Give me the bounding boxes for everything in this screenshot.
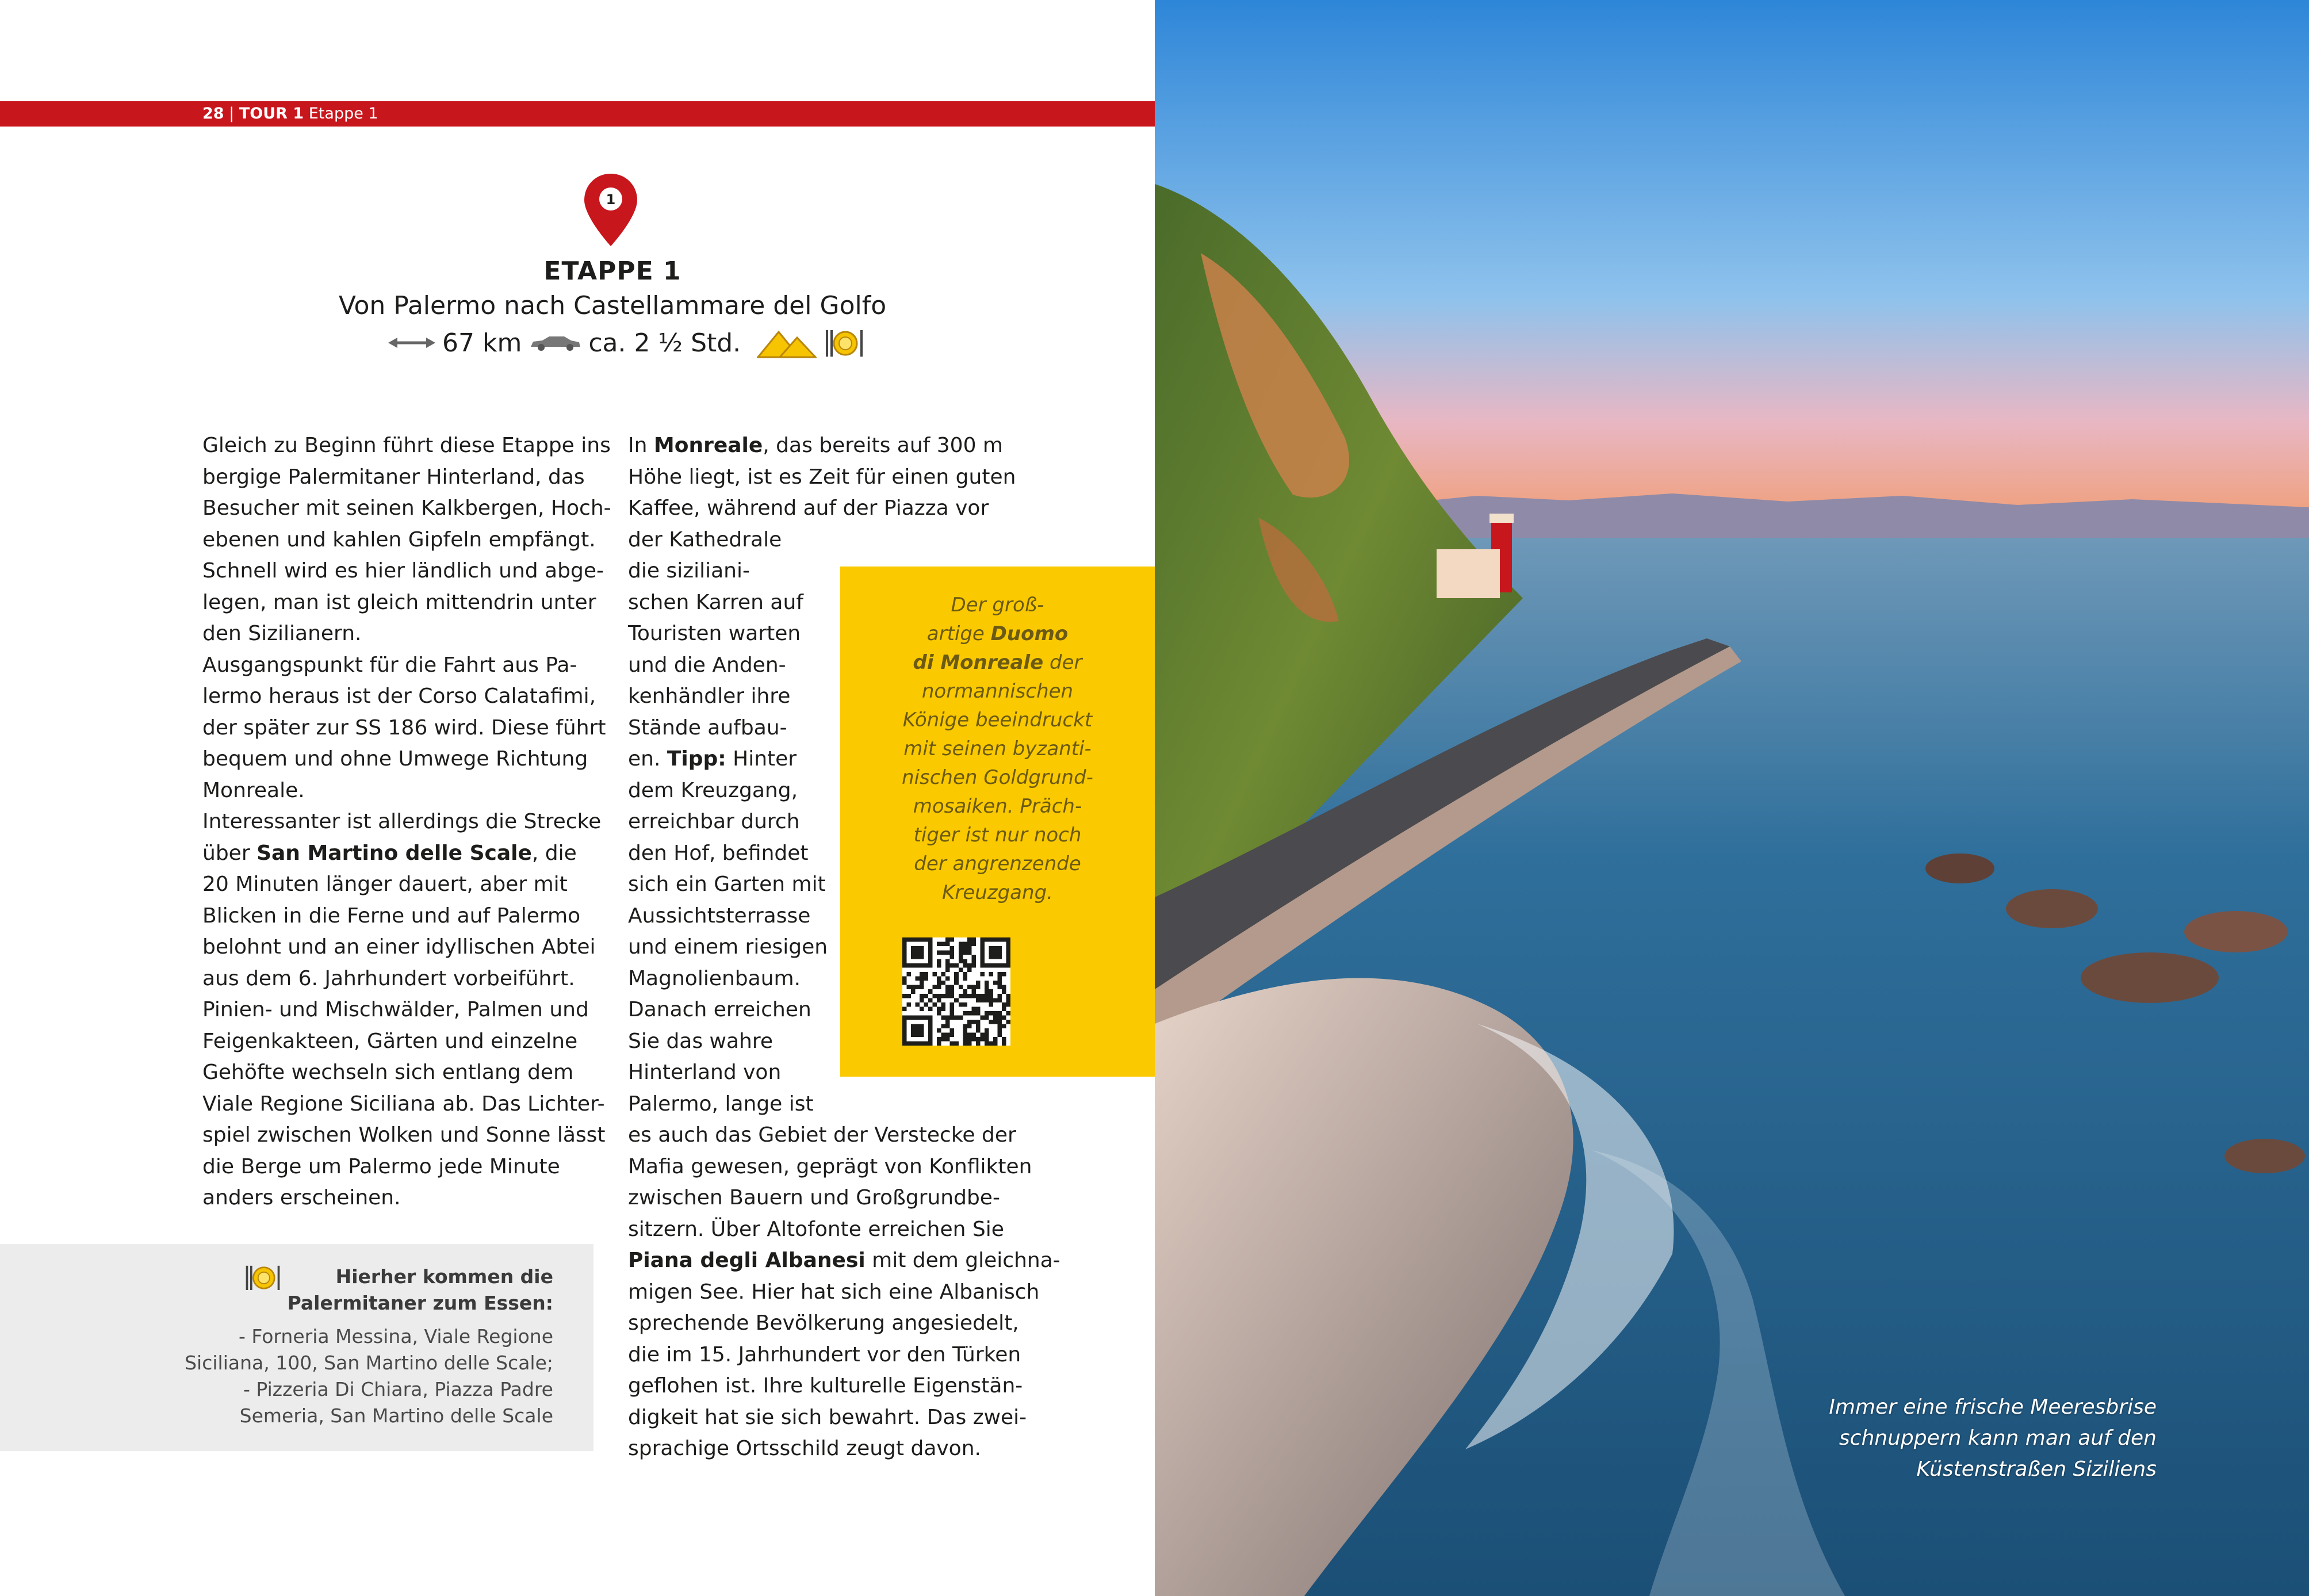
page-number: 28 [202, 105, 224, 123]
text-line [288, 1290, 553, 1316]
text-run: Feigenkakteen, Gärten und einzelne [202, 1029, 578, 1053]
text-line [202, 681, 611, 713]
double-arrow-icon [388, 336, 435, 350]
text-run: Touristen warten [628, 622, 801, 645]
text-line [628, 1245, 1060, 1277]
text-run: der Kathedrale [628, 527, 782, 552]
text-line [185, 1403, 553, 1429]
text-run: Hinterland von [628, 1061, 782, 1084]
text-line [202, 838, 611, 870]
text-run: die siziliani- [628, 559, 750, 583]
text-run: Blicken in die Ferne und auf Palermo [202, 904, 581, 928]
text-line [202, 1120, 611, 1151]
text-line [628, 1214, 1060, 1246]
text-line [288, 1264, 553, 1290]
text-line [202, 430, 611, 462]
text-run: Hierher kommen die [335, 1265, 553, 1288]
text-line [628, 1151, 1060, 1183]
text-run: Semeria, San Martino delle Scale [239, 1404, 553, 1427]
text-line [628, 525, 1060, 556]
text-line [202, 1026, 611, 1058]
text-run: bergige Palermitaner Hinterland, das [202, 465, 585, 489]
text-run: Kreuzgang. [942, 881, 1053, 904]
text-line [202, 932, 611, 963]
text-run: nischen Goldgrund- [902, 766, 1093, 789]
bold-run: Duomo [990, 622, 1069, 645]
text-line [185, 1350, 553, 1376]
text-run: aus dem 6. Jahrhundert vorbeiführt. [202, 966, 575, 990]
bold-run: Tipp: [667, 747, 726, 771]
text-run: kenhändler ihre [628, 684, 791, 708]
text-line [202, 963, 611, 995]
coastal-road-photo [1155, 0, 2309, 1596]
text-line [628, 1277, 1060, 1308]
text-line [840, 706, 1155, 734]
text-run: zwischen Bauern und Großgrundbe- [628, 1186, 1000, 1210]
text-run: sprechende Bevölkerung angesiedelt, [628, 1311, 1019, 1335]
text-run: Der groß- [951, 594, 1044, 617]
section-label: Etappe 1 [308, 105, 378, 123]
text-line [1829, 1454, 2157, 1485]
text-run: dem Kreuzgang, [628, 778, 798, 802]
text-run: In [628, 434, 654, 457]
tour-label: TOUR 1 [239, 105, 304, 123]
text-run: Sie das wahre [628, 1029, 774, 1053]
text-line [202, 1057, 611, 1089]
text-run: den Hof, befindet [628, 841, 809, 865]
text-run: schen Karren auf [628, 590, 803, 614]
text-run: die im 15. Jahrhundert vor den Türken [628, 1342, 1021, 1367]
text-run: schnuppern kann man auf den [1839, 1426, 2157, 1450]
text-line [628, 1089, 1060, 1120]
duration-value: ca. 2 ½ Std. [588, 328, 741, 358]
text-line [202, 618, 611, 650]
text-line [628, 1182, 1060, 1214]
text-line [202, 901, 611, 932]
text-run: der [1043, 651, 1082, 674]
text-run: Danach erreichen [628, 998, 811, 1021]
text-line [628, 1339, 1060, 1371]
running-header-text [202, 101, 378, 127]
text-line [202, 1089, 611, 1120]
route-meta [388, 326, 865, 360]
pin-number: 1 [606, 192, 616, 208]
text-run: Palermitaner zum Essen: [287, 1292, 553, 1314]
text-run: Aussichtsterrasse [628, 904, 811, 928]
text-run: erreichbar durch [628, 810, 800, 833]
text-line [840, 648, 1155, 677]
text-run: Hinter [726, 747, 797, 771]
text-run: Küstenstraßen Siziliens [1916, 1457, 2157, 1481]
text-run: den Sizilianern. [202, 622, 362, 645]
text-line [840, 734, 1155, 763]
text-run: Besucher mit seinen Kalkbergen, Hoch- [202, 496, 611, 520]
text-line [840, 878, 1155, 907]
text-line [1829, 1392, 2157, 1423]
text-run: mit seinen byzanti- [903, 737, 1092, 760]
sidebar-text [840, 591, 1155, 907]
bold-run: di Monreale [913, 651, 1044, 674]
text-line [202, 462, 611, 493]
text-run: über [202, 841, 257, 865]
text-line [840, 849, 1155, 878]
text-line [840, 792, 1155, 821]
text-line [202, 806, 611, 838]
text-run: belohnt und an einer idyllischen Abtei [202, 935, 596, 959]
text-run: , das bereits auf 300 m [763, 434, 1003, 457]
info-heading [288, 1264, 553, 1316]
text-line [628, 1308, 1060, 1339]
text-line [202, 713, 611, 744]
text-run: Viale Regione Siciliana ab. Das Lichter- [202, 1092, 605, 1116]
text-run: Ausgangspunkt für die Fahrt aus Pa- [202, 653, 577, 677]
text-run: sitzern. Über Altofonte erreichen Sie [628, 1217, 1004, 1241]
text-line [628, 1120, 1060, 1151]
info-body-text [185, 1323, 553, 1429]
plate-cutlery-icon [824, 327, 865, 359]
text-run: migen See. Hier hat sich eine Albanisch [628, 1280, 1040, 1304]
text-line [202, 525, 611, 556]
text-line [628, 462, 1060, 493]
text-run: - Pizzeria Di Chiara, Piazza Padre [243, 1378, 553, 1400]
text-run: Höhe liegt, ist es Zeit für einen guten [628, 465, 1016, 489]
bold-run: Monreale [653, 434, 763, 457]
text-run: anders erscheinen. [202, 1186, 401, 1210]
text-run: digkeit hat sie sich bewahrt. Das zwei- [628, 1405, 1027, 1429]
distance-value: 67 km [442, 328, 522, 358]
body-column-left [202, 430, 611, 1214]
mountains-icon [757, 327, 817, 358]
text-run: Stände aufbau- [628, 715, 787, 740]
text-line [840, 763, 1155, 792]
text-run: Palermo, lange ist [628, 1092, 814, 1116]
text-run: der später zur SS 186 wird. Diese führt [202, 715, 606, 740]
text-line [840, 619, 1155, 648]
text-run: en. [628, 747, 667, 771]
text-line [628, 493, 1060, 525]
plate-cutlery-icon [244, 1262, 282, 1292]
text-line [840, 821, 1155, 849]
text-run: Mafia gewesen, geprägt von Konflikten [628, 1154, 1032, 1178]
text-line [1829, 1423, 2157, 1454]
text-line [185, 1323, 553, 1350]
text-run: artige [926, 622, 991, 645]
text-run: Monreale. [202, 778, 305, 802]
text-run: normannischen [921, 680, 1074, 703]
text-line [840, 677, 1155, 706]
text-line [628, 1371, 1060, 1402]
text-run: sprachige Ortsschild zeugt davon. [628, 1437, 981, 1460]
text-run: Siciliana, 100, San Martino delle Scale; [185, 1352, 553, 1374]
text-run: ebenen und kahlen Gipfeln empfängt. [202, 527, 596, 552]
text-line [840, 591, 1155, 619]
text-run: lermo heraus ist der Corso Calatafimi, [202, 684, 596, 708]
info-heading-text [288, 1264, 553, 1316]
text-run: mosaiken. Präch- [913, 795, 1082, 818]
text-run: sich ein Garten mit [628, 872, 826, 896]
food-info-box [0, 1244, 593, 1451]
etappe-subtitle: Von Palermo nach Castellammare del Golfo [338, 291, 887, 320]
text-run: Schnell wird es hier ländlich und abge- [202, 559, 604, 583]
text-line [628, 1433, 1060, 1465]
text-run: und einem riesigen [628, 935, 828, 959]
text-line [202, 775, 611, 807]
text-line [202, 744, 611, 775]
text-line [628, 1402, 1060, 1434]
text-line [202, 1151, 611, 1183]
text-line [202, 587, 611, 619]
text-run: die Berge um Palermo jede Minute [202, 1154, 560, 1178]
bold-run: Piana degli Albanesi [628, 1249, 866, 1272]
text-run: mit dem gleichna- [865, 1249, 1060, 1272]
text-run: der angrenzende [914, 852, 1081, 875]
text-line [202, 994, 611, 1026]
text-run: - Forneria Messina, Viale Regione [239, 1325, 553, 1348]
header-separator: | [229, 105, 235, 123]
text-run: legen, man ist gleich mittendrin unter [202, 590, 596, 614]
qr-code[interactable] [902, 937, 1010, 1046]
text-run: spiel zwischen Wolken und Sonne lässt [202, 1123, 606, 1147]
text-run: bequem und ohne Umwege Richtung [202, 747, 588, 771]
coastal-landscape-image [1155, 0, 2309, 1596]
text-run: Interessanter ist allerdings die Strecke [202, 810, 602, 833]
text-line [202, 493, 611, 525]
photo-caption [1829, 1392, 2157, 1485]
map-pin-icon [583, 173, 638, 247]
running-header [0, 101, 1155, 127]
text-run: Kaffee, während auf der Piazza vor [628, 496, 989, 520]
text-run: es auch das Gebiet der Verstecke der [628, 1123, 1016, 1147]
text-line [202, 556, 611, 587]
tip-sidebar [840, 567, 1155, 1077]
text-run: Gleich zu Beginn führt diese Etappe ins [202, 434, 611, 457]
text-run: tiger ist nur noch [913, 824, 1082, 847]
text-run: Pinien- und Mischwälder, Palmen und [202, 998, 589, 1021]
text-line [628, 430, 1060, 462]
text-run: Magnolienbaum. [628, 966, 801, 990]
bold-run: San Martino delle Scale [256, 841, 532, 865]
text-run: Immer eine frische Meeresbrise [1829, 1395, 2157, 1419]
text-run: Gehöfte wechseln sich entlang dem [202, 1061, 574, 1084]
text-line [202, 650, 611, 682]
text-run: 20 Minuten länger dauert, aber mit [202, 872, 568, 896]
text-line [202, 869, 611, 901]
text-run: und die Anden- [628, 653, 786, 677]
etappe-title: ETAPPE 1 [543, 257, 681, 286]
text-line [185, 1376, 553, 1403]
text-run: , die [531, 841, 577, 865]
text-run: Könige beeindruckt [902, 709, 1093, 732]
text-run: geflohen ist. Ihre kulturelle Eigenstän- [628, 1374, 1023, 1398]
car-icon [529, 334, 581, 351]
text-line [202, 1182, 611, 1214]
